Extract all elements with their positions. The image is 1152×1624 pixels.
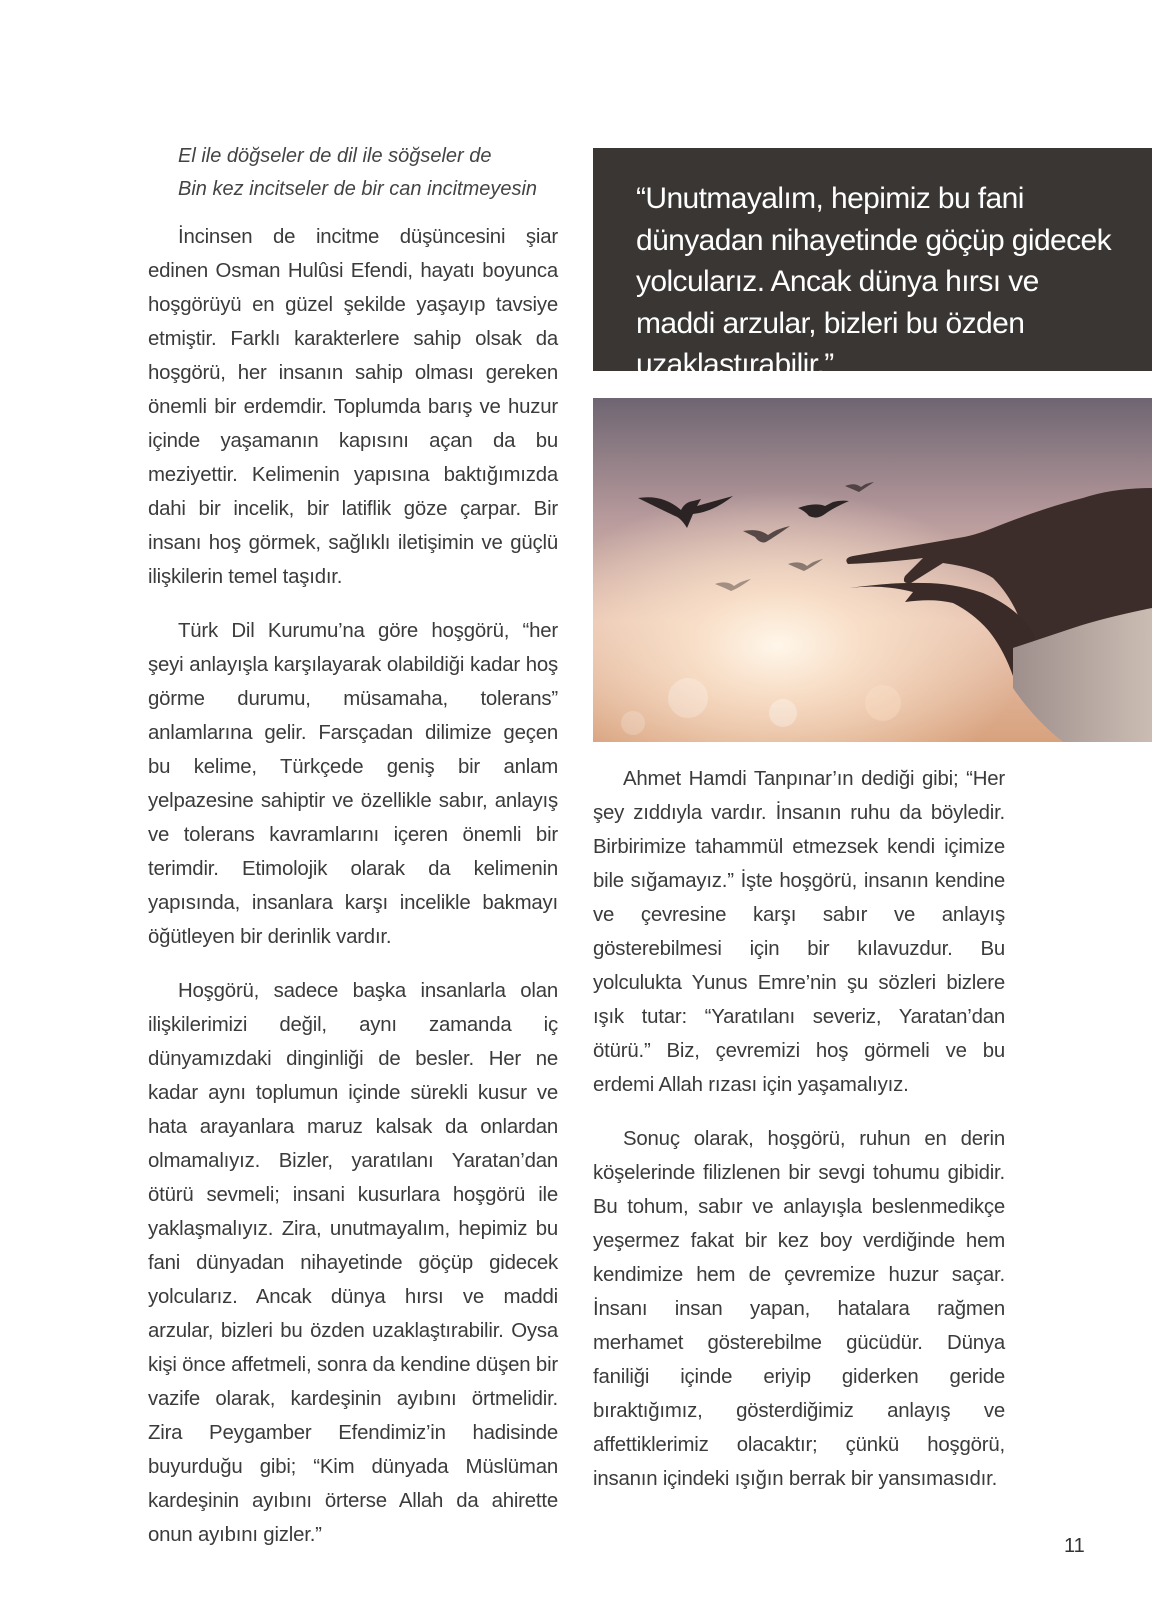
hands-and-birds-photo (593, 398, 1152, 742)
left-column (148, 140, 558, 1572)
pull-quote-text: “Unutmayalım, hepimiz bu fani dünyadan nihayetinde göçüp gidecek yolcularız. Ancak dünya hırsı ve maddi arzular, bizleri bu özden uzaklaştırabilir.” (636, 182, 1111, 381)
right-paragraph-2: Sonuç olarak, hoşgörü, ruhun en derin köşelerinde filizlenen bir sevgi tohumu gibidir. Bu tohum, sabır ve anlayışla beslenmedikçe yeşermez fakat bir kez boy verdiğinde hem kendimize hem de çevremize huzur saçar. İnsanı insan yapan, hatalara rağmen merhamet gösterebilme gücüdür. Dünya faniliği içinde eriyip giderken geride bıraktığımız, gösterdiğimiz anlayış ve affettiklerimiz olacaktır; çünkü hoşgörü, insanın içindeki ışığın berrak bir yansımasıdır. (593, 1128, 1005, 1490)
verse-line-2: Bin kez incitseler de bir can incitmeyesin (178, 178, 538, 200)
verse-line-1: El ile döğseler de dil ile söğseler de (178, 145, 492, 167)
left-paragraph-1: İncinsen de incitme düşüncesini şiar edinen Osman Hulûsi Efendi, hayatı boyunca hoşgörüyü en güzel şekilde yaşayıp tavsiye etmiştir. Farklı karakterlere sahip olsak da hoşgörü, her insanın sahip olması gereken önemli bir erdemdir. Toplumda barış ve huzur içinde yaşamanın kapısını açan da bu meziyettir. Kelimenin yapısına baktığımızda dahi bir incelik, bir latiflik göze çarpar. Bir insanı hoş görmek, sağlıklı iletişimin ve güçlü ilişkilerin temel taşıdır. (148, 226, 558, 588)
left-paragraph-2: Türk Dil Kurumu’na göre hoşgörü, “her şeyi anlayışla karşılayarak olabildiği kadar hoş görme durumu, müsamaha, tolerans” anlamlarına gelir. Farsçadan dilimize geçen bu kelime, Türkçede geniş bir anlam yelpazesine sahiptir ve özellikle sabır, anlayış ve tolerans kavramlarını içeren önemli bir terimdir. Etimolojik olarak da kelimenin yapısında, insanlara karşı incelikle bakmayı öğütleyen bir derinlik vardır. (148, 620, 558, 948)
verse (148, 140, 558, 206)
left-paragraph-3: Hoşgörü, sadece başka insanlarla olan ilişkilerimizi değil, aynı zamanda iç dünyamızdaki dinginliği de besler. Her ne kadar aynı toplumun içinde sürekli kusur ve hata arayanlara maruz kalsak da onlardan olmamalıyız. Bizler, yaratılanı Yaratan’dan ötürü sevmeli; insani kusurlara hoşgörü ile yaklaşmalıyız. Zira, unutmayalım, hepimiz bu fani dünyadan nihayetinde göçüp gidecek yolcularız. Ancak dünya hırsı ve maddi arzular, bizleri bu özden uzaklaştırabilir. Oysa kişi önce affetmeli, sonra da kendine düşen bir vazife olarak, kardeşinin ayıbını örtmelidir. Zira Peygamber Efendimiz’in hadisinde buyurduğu gibi; “Kim dünyada Müslüman kardeşinin ayıbını örterse Allah da ahirette onun ayıbını gizler.” (148, 980, 558, 1546)
right-column (593, 762, 1005, 1516)
pull-quote-box (593, 148, 1152, 381)
right-paragraph-1: Ahmet Hamdi Tanpınar’ın dediği gibi; “Her şey zıddıyla vardır. İnsanın ruhu da böyledir. Birbirimize tahammül etmezsek kendi içimize bile sığamayız.” İşte hoşgörü, insanın kendine ve çevresine karşı sabır ve anlayış gösterebilmesi için bir kılavuzdur. Bu yolculukta Yunus Emre’nin şu sözleri bizlere ışık tutar: “Yaratılanı severiz, Yaratan’dan ötürü.” Biz, çevremizi hoş görmeli ve bu erdemi Allah rızası için yaşamalıyız. (593, 768, 1005, 1096)
page-number: 11 (1064, 1535, 1085, 1557)
